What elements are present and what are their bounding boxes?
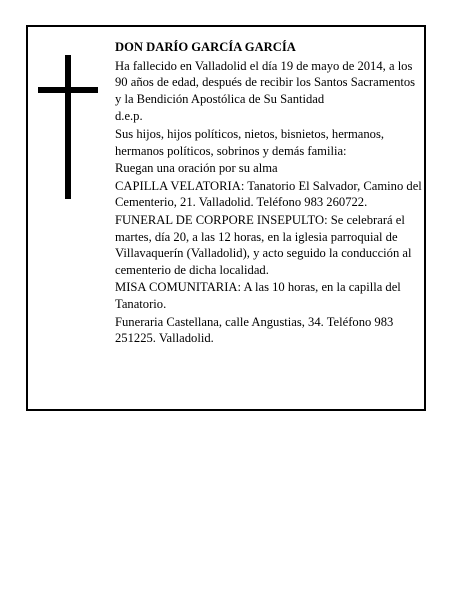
- wake-chapel: CAPILLA VELATORIA: Tanatorio El Salvador, Camino del Cementerio, 21. Valladolid. Teléfono 983 260722.: [115, 178, 422, 210]
- funeral-info: FUNERAL DE CORPORE INSEPULTO: Se celebrará el martes, día 20, a las 12 horas, en la iglesia parroquial de Villavaquerín (Valladolid), y acto seguido la conducción al cementerio de dicha localidad.: [115, 212, 412, 277]
- rest-in-peace: d.e.p.: [115, 109, 143, 124]
- family-line: Sus hijos, hijos políticos, nietos, bisnietos, hermanos, hermanos políticos, sobrinos y demás familia:: [115, 126, 385, 158]
- cross-horizontal-bar: [38, 87, 98, 93]
- cross-icon: [38, 55, 98, 199]
- funeral-home: Funeraria Castellana, calle Angustias, 34. Teléfono 983 251225. Valladolid.: [115, 314, 394, 346]
- prayer-request: Ruegan una oración por su alma: [115, 161, 278, 176]
- death-announcement: Ha fallecido en Valladolid el día 19 de mayo de 2014, a los 90 años de edad, después de recibir los Santos Sacramentos y la Bendición Apostólica de Su Santidad: [115, 58, 416, 106]
- cross-vertical-bar: [65, 55, 71, 199]
- notice-body: [115, 39, 423, 348]
- deceased-name: DON DARÍO GARCÍA GARCÍA: [115, 40, 296, 54]
- community-mass: MISA COMUNITARIA: A las 10 horas, en la capilla del Tanatorio.: [115, 280, 401, 311]
- obituary-notice: [26, 25, 426, 411]
